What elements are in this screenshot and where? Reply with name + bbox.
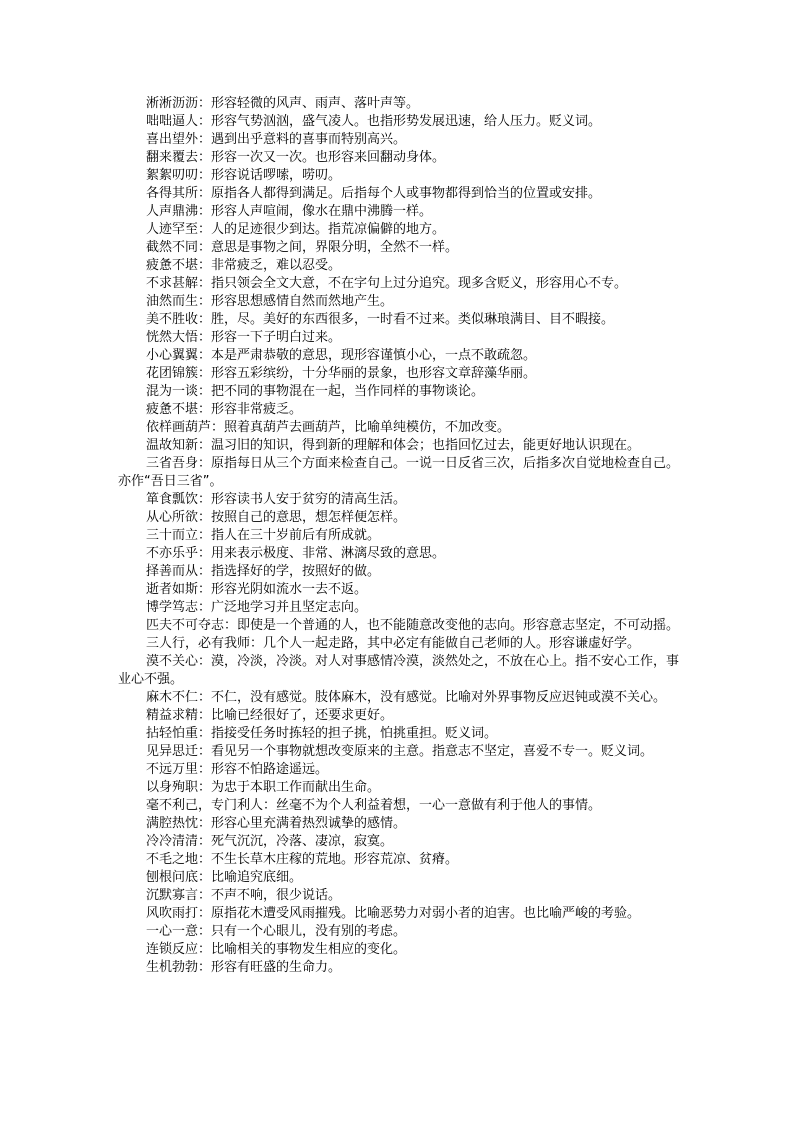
idiom-entry: 博学笃志：广泛地学习并且坚定志向。 [146,600,368,615]
idiom-entry: 淅淅沥沥：形容轻微的风声、雨声、落叶声等。 [146,96,420,111]
idiom-entry: 不求甚解：指只领会全文大意，不在字句上过分追究。现多含贬义，形容用心不专。 [146,276,628,291]
idiom-entry: 满腔热忱：形容心里充满着热烈诚挚的感情。 [146,816,407,831]
idiom-entry: 美不胜收：胜，尽。美好的东西很多，一时看不过来。类似琳琅满目、目不暇接。 [146,312,615,327]
idiom-entry: 连锁反应：比喻相关的事物发生相应的变化。 [146,942,407,957]
idiom-entry: 不远万里：形容不怕路途遥远。 [146,762,329,777]
idiom-entry: 风吹雨打：原指花木遭受风雨摧残。比喻恶势力对弱小者的迫害。也比喻严峻的考验。 [146,906,641,921]
idiom-entry: 人迹罕至：人的足迹很少到达。指荒凉偏僻的地方。 [146,222,446,237]
idiom-entry: 温故知新：温习旧的知识，得到新的理解和体会；也指回忆过去，能更好地认识现在。 [146,438,641,453]
idiom-entry: 各得其所：原指各人都得到满足。后指每个人或事物都得到恰当的位置或安排。 [146,186,602,201]
idiom-entry: 三十而立：指人在三十岁前后有所成就。 [146,528,381,543]
idiom-entry: 匹夫不可夺志：即使是一个普通的人，也不能随意改变他的志向。形容意志坚定，不可动摇。 [146,618,680,633]
idiom-entry: 冷冷清清：死气沉沉，冷落、凄凉，寂寞。 [146,834,394,849]
document-body [118,95,690,977]
idiom-entry: 不亦乐乎：用来表示极度、非常、淋漓尽致的意思。 [146,546,446,561]
idiom-entry: 从心所欲：按照自己的意思，想怎样便怎样。 [146,510,407,525]
idiom-entry: 截然不同：意思是事物之间，界限分明，全然不一样。 [146,240,459,255]
idiom-entry: 以身殉职：为忠于本职工作而献出生命。 [146,780,381,795]
idiom-entry: 沉默寡言：不声不响，很少说话。 [146,888,342,903]
idiom-entry: 人声鼎沸：形容人声喧闹，像水在鼎中沸腾一样。 [146,204,433,219]
idiom-entry: 小心翼翼：本是严肃恭敬的意思，现形容谨慎小心，一点不敢疏忽。 [146,348,537,363]
idiom-entry: 恍然大悟：形容一下子明白过来。 [146,330,342,345]
idiom-entry: 麻木不仁：不仁，没有感觉。肢体麻木，没有感觉。比喻对外界事物反应迟钝或漠不关心。 [146,690,667,705]
idiom-entry: 刨根问底：比喻追究底细。 [146,870,303,885]
idiom-entry: 疲惫不堪：非常疲乏，难以忍受。 [146,258,342,273]
idiom-entry: 花团锦簇：形容五彩缤纷，十分华丽的景象，也形容文章辞藻华丽。 [146,366,537,381]
idiom-entry: 疲惫不堪：形容非常疲乏。 [146,402,303,417]
idiom-entry: 依样画葫芦：照着真葫芦去画葫芦，比喻单纯模仿，不加改变。 [146,420,511,435]
idiom-entry: 择善而从：指选择好的学，按照好的做。 [146,564,381,579]
idiom-entry: 絮絮叨叨：形容说话啰嗦，唠叨。 [146,168,342,183]
idiom-entry: 咄咄逼人：形容气势汹汹，盛气凌人。也指形势发展迅速，给人压力。贬义词。 [146,114,602,129]
idiom-entry: 三省吾身：原指每日从三个方面来检查自己。一说一日反省三次，后指多次自觉地检查自己。亦作“吾日三省”。 [118,456,680,489]
idiom-entry: 喜出望外：遇到出乎意料的喜事而特别高兴。 [146,132,407,147]
idiom-entry: 拈轻怕重：指接受任务时拣轻的担子挑，怕挑重担。贬义词。 [146,726,498,741]
idiom-entry: 生机勃勃：形容有旺盛的生命力。 [146,960,342,975]
idiom-entry: 逝者如斯：形容光阴如流水一去不返。 [146,582,368,597]
idiom-entry: 毫不利己，专门利人：丝毫不为个人利益着想，一心一意做有利于他人的事情。 [146,798,602,813]
idiom-entry: 精益求精：比喻已经很好了，还要求更好。 [146,708,394,723]
idiom-entry: 见异思迁：看见另一个事物就想改变原来的主意。指意志不坚定，喜爱不专一。贬义词。 [146,744,654,759]
idiom-entry: 漠不关心：漠，冷淡，冷淡。对人对事感情冷漠，淡然处之，不放在心上。指不安心工作，事业心不强。 [118,654,680,687]
idiom-entry: 三人行，必有我师：几个人一起走路，其中必定有能做自己老师的人。形容谦虚好学。 [146,636,641,651]
idiom-entry: 油然而生：形容思想感情自然而然地产生。 [146,294,394,309]
idiom-entry: 一心一意：只有一个心眼儿，没有别的考虑。 [146,924,407,939]
idiom-entry: 不毛之地：不生长草木庄稼的荒地。形容荒凉、贫瘠。 [146,852,459,867]
idiom-entry: 混为一谈：把不同的事物混在一起，当作同样的事物谈论。 [146,384,485,399]
idiom-entry: 翻来覆去：形容一次又一次。也形容来回翻动身体。 [146,150,446,165]
idiom-entry: 箪食瓢饮：形容读书人安于贫穷的清高生活。 [146,492,407,507]
